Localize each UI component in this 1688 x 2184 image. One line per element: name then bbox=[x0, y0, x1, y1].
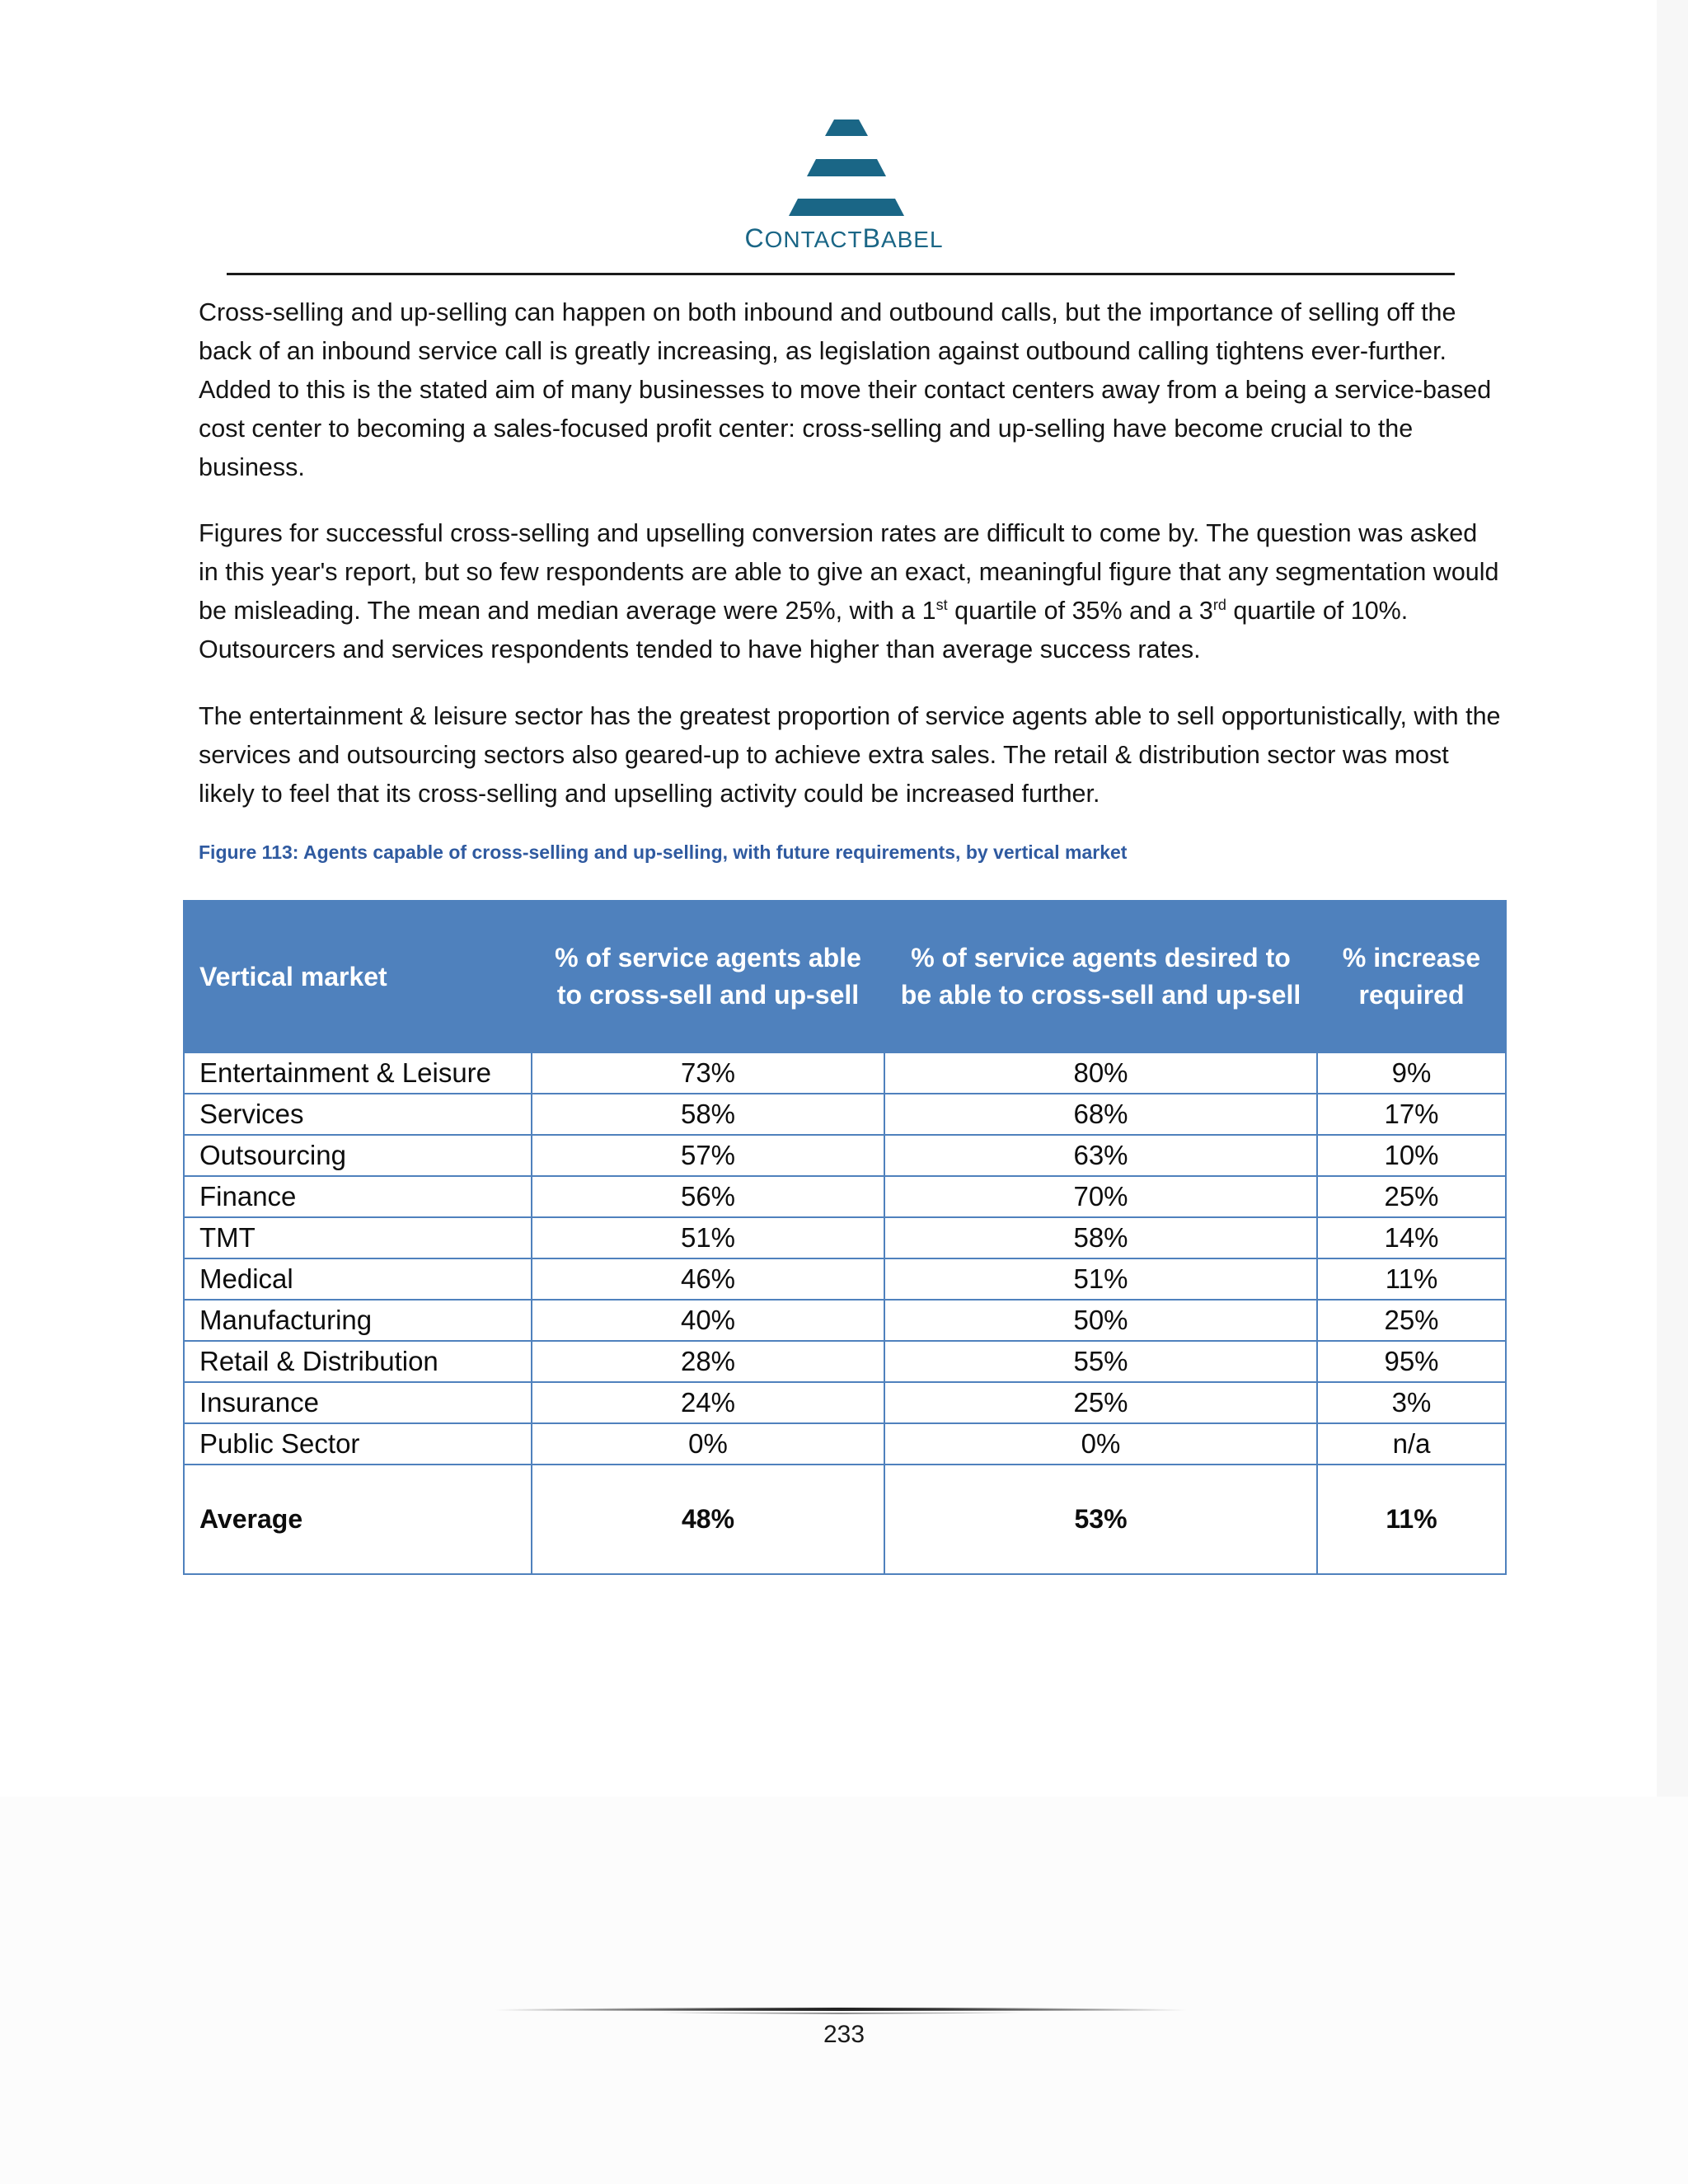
header-vertical-market: Vertical market bbox=[184, 901, 532, 1052]
cell-desired: 68% bbox=[884, 1094, 1317, 1135]
table-row bbox=[184, 1052, 1506, 1094]
cell-able: 73% bbox=[532, 1052, 884, 1094]
cell-increase: 25% bbox=[1317, 1300, 1506, 1341]
cell-market: Services bbox=[184, 1094, 532, 1135]
body-paragraph-1: Cross-selling and up-selling can happen on both inbound and outbound calls, but the importance of selling off the back of an inbound service call is greatly increasing, as legislation against outbound calling tightens ever-further. Added to this is the stated aim of many businesses to move their contact centers away from a being a service-based cost center to becoming a sales-focused profit center: cross-selling and up-selling have become crucial to the business. bbox=[199, 298, 1492, 481]
cell-market: Medical bbox=[184, 1258, 532, 1300]
superscript-st: st bbox=[935, 596, 948, 613]
cell-able: 40% bbox=[532, 1300, 884, 1341]
cell-market: Insurance bbox=[184, 1382, 532, 1423]
table-average-row bbox=[184, 1465, 1506, 1574]
paragraph-2-text-c: quartile of 10%. Outsourcers and services respondents tended to have higher than average success rates. bbox=[199, 597, 1409, 663]
page-bottom-shade bbox=[0, 1797, 1688, 2184]
body-paragraph-2 bbox=[199, 514, 1501, 669]
cell-desired: 55% bbox=[884, 1341, 1317, 1382]
cell-desired: 63% bbox=[884, 1135, 1317, 1176]
cell-market: TMT bbox=[184, 1217, 532, 1258]
cell-able: 46% bbox=[532, 1258, 884, 1300]
cell-increase: 14% bbox=[1317, 1217, 1506, 1258]
cell-increase: 25% bbox=[1317, 1176, 1506, 1217]
cell-able: 28% bbox=[532, 1341, 884, 1382]
cell-able: 51% bbox=[532, 1217, 884, 1258]
cell-increase: 11% bbox=[1317, 1258, 1506, 1300]
cell-desired: 80% bbox=[884, 1052, 1317, 1094]
table-row bbox=[184, 1300, 1506, 1341]
cell-able: 57% bbox=[532, 1135, 884, 1176]
cell-able: 24% bbox=[532, 1382, 884, 1423]
average-label: Average bbox=[184, 1465, 532, 1574]
cell-market: Entertainment & Leisure bbox=[184, 1052, 532, 1094]
cell-desired: 58% bbox=[884, 1217, 1317, 1258]
cell-market: Public Sector bbox=[184, 1423, 532, 1465]
header-able-pct: % of service agents able to cross-sell and up-sell bbox=[532, 901, 884, 1052]
table-row bbox=[184, 1382, 1506, 1423]
cell-market: Finance bbox=[184, 1176, 532, 1217]
table-row bbox=[184, 1258, 1506, 1300]
cell-able: 56% bbox=[532, 1176, 884, 1217]
cell-desired: 0% bbox=[884, 1423, 1317, 1465]
table-row bbox=[184, 1423, 1506, 1465]
average-able: 48% bbox=[532, 1465, 884, 1574]
cell-increase: 17% bbox=[1317, 1094, 1506, 1135]
vertical-market-table bbox=[183, 900, 1507, 1575]
cell-market: Outsourcing bbox=[184, 1135, 532, 1176]
table-row bbox=[184, 1217, 1506, 1258]
average-desired: 53% bbox=[884, 1465, 1317, 1574]
cell-increase: 9% bbox=[1317, 1052, 1506, 1094]
superscript-rd: rd bbox=[1212, 596, 1226, 613]
table-row bbox=[184, 1094, 1506, 1135]
paragraph-2-text-b: quartile of 35% and a 3 bbox=[947, 597, 1213, 625]
cell-desired: 50% bbox=[884, 1300, 1317, 1341]
cell-desired: 25% bbox=[884, 1382, 1317, 1423]
table-row bbox=[184, 1341, 1506, 1382]
header-divider bbox=[227, 273, 1455, 275]
cell-market: Manufacturing bbox=[184, 1300, 532, 1341]
logo-wordmark: CONTACTBABEL bbox=[744, 223, 944, 253]
table-row bbox=[184, 1176, 1506, 1217]
cell-desired: 70% bbox=[884, 1176, 1317, 1217]
header-increase-required: % increase required bbox=[1317, 901, 1506, 1052]
footer-divider bbox=[495, 2008, 1187, 2014]
cell-increase: 95% bbox=[1317, 1341, 1506, 1382]
cell-increase: n/a bbox=[1317, 1423, 1506, 1465]
cell-increase: 3% bbox=[1317, 1382, 1506, 1423]
paragraph-2-text-a: Figures for successful cross-selling and upselling conversion rates are difficult to come by. The question was asked in this year's report, but so few respondents are able to give an exact, meaningful figure that any segmentation would be misleading. The mean and median average were 25%, with a 1 bbox=[199, 519, 1499, 625]
table-header-row bbox=[184, 901, 1506, 1052]
contactbabel-logo-icon bbox=[768, 115, 925, 223]
body-paragraph-3: The entertainment & leisure sector has the greatest proportion of service agents able to sell opportunistically, with the services and outsourcing sectors also geared-up to achieve extra sales. The retail & distribution sector was most likely to feel that its cross-selling and upselling activity could be increased further. bbox=[199, 702, 1501, 808]
table-row bbox=[184, 1135, 1506, 1176]
average-increase: 11% bbox=[1317, 1465, 1506, 1574]
page-number: 233 bbox=[823, 2021, 865, 2048]
cell-increase: 10% bbox=[1317, 1135, 1506, 1176]
cell-able: 58% bbox=[532, 1094, 884, 1135]
cell-desired: 51% bbox=[884, 1258, 1317, 1300]
cell-market: Retail & Distribution bbox=[184, 1341, 532, 1382]
header-desired-pct: % of service agents desired to be able to cross-sell and up-sell bbox=[884, 901, 1317, 1052]
figure-caption: Figure 113: Agents capable of cross-selling and up-selling, with future requirements, by vertical market bbox=[199, 841, 1128, 863]
cell-able: 0% bbox=[532, 1423, 884, 1465]
